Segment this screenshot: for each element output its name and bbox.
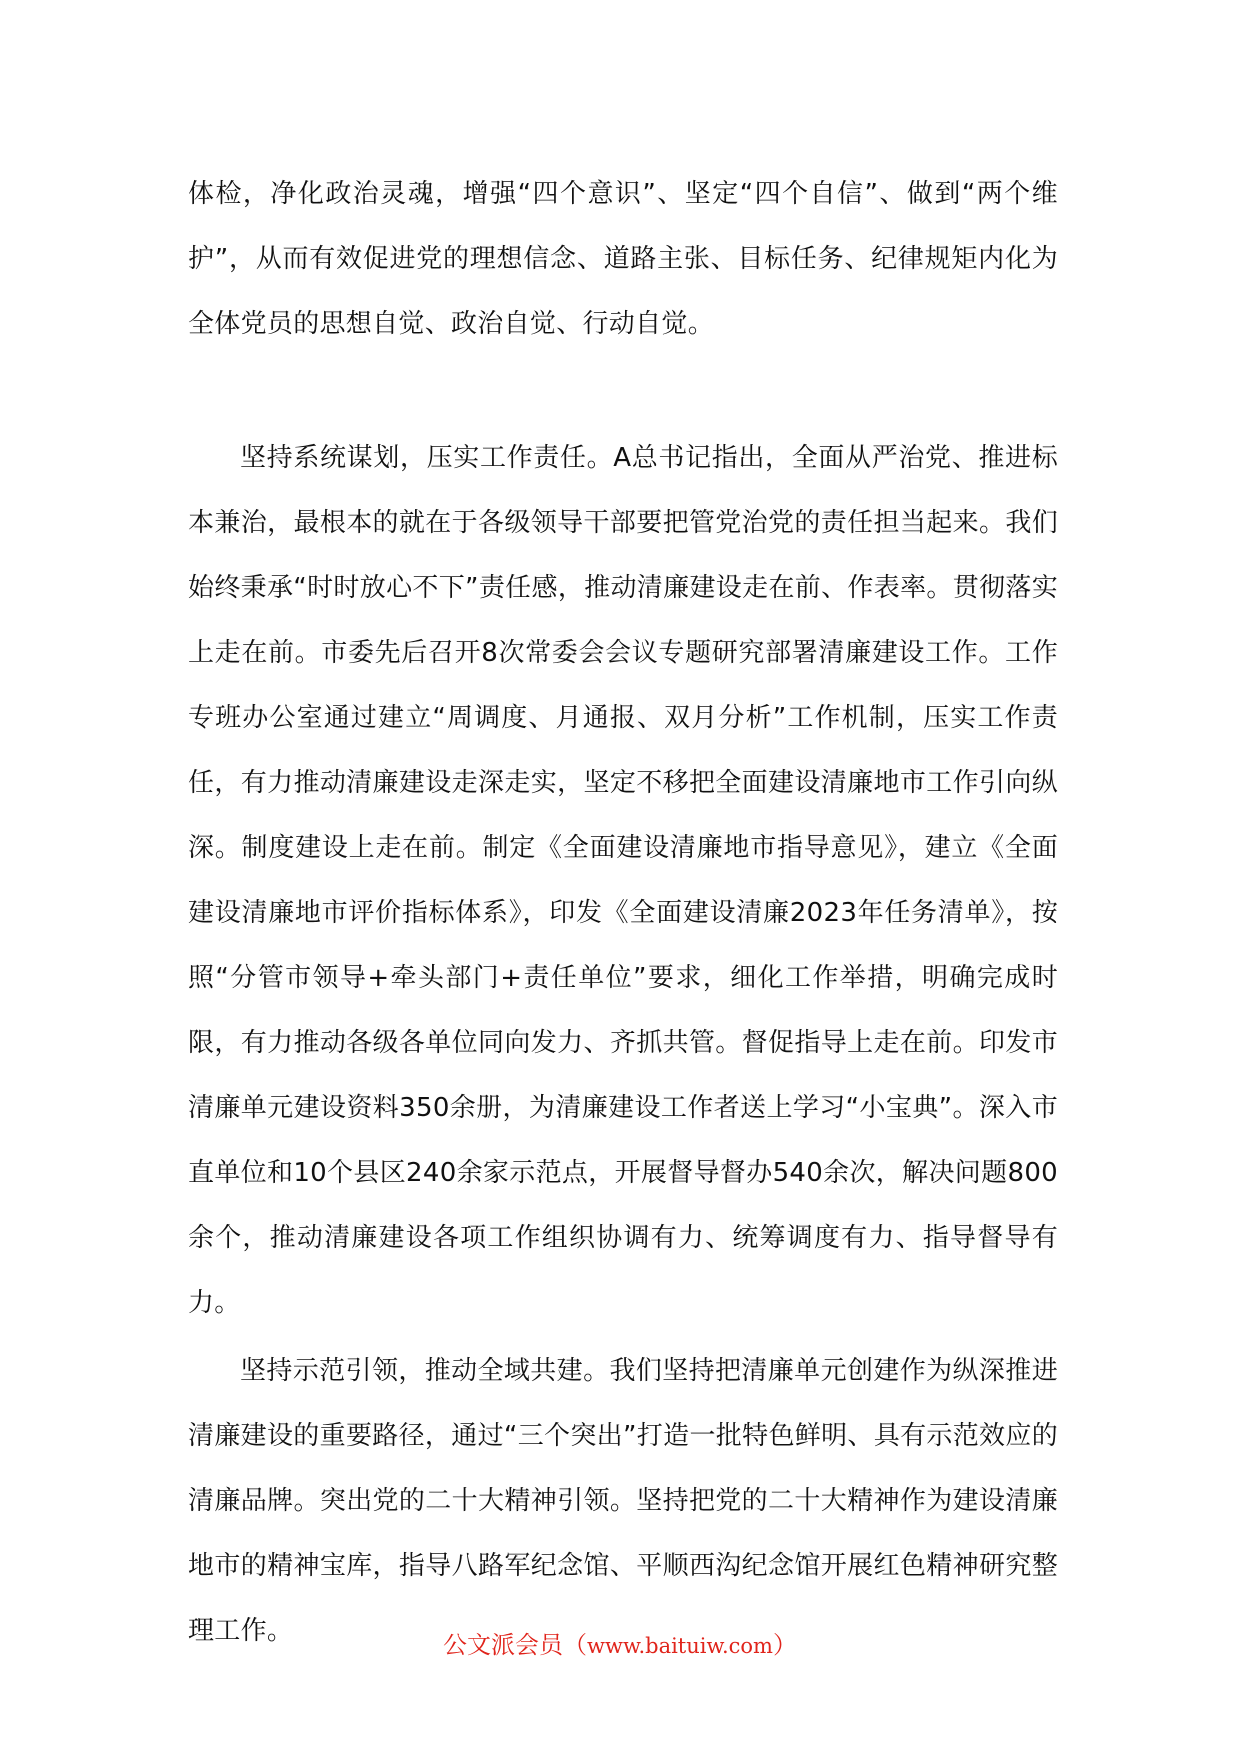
footer-close: ） <box>772 1631 797 1659</box>
paragraph-continued: 体检，净化政治灵魂，增强“四个意识”、坚定“四个自信”、做到“两个维护”，从而有效促进党的理想信念、道路主张、目标任务、纪律规矩内化为全体党员的思想自觉、政治自觉、行动自觉。 <box>188 179 1058 339</box>
watermark-footer <box>0 1627 1240 1664</box>
footer-label: 公文派会员（ <box>443 1631 588 1659</box>
footer-url: www.baituiw.com <box>587 1634 773 1658</box>
paragraph-system-planning: 坚持系统谋划，压实工作责任。A总书记指出，全面从严治党、推进标本兼治，最根本的就在于各级领导干部要把管党治党的责任担当起来。我们始终秉承“时时放心不下”责任感，推动清廉建设走在前、作表率。贯彻落实上走在前。市委先后召开8次常委会会议专题研究部署清廉建设工作。工作专班办公室通过建立“周调度、月通报、双月分析”工作机制，压实工作责任，有力推动清廉建设走深走实，坚定不移把全面建设清廉地市工作引向纵深。制度建设上走在前。制定《全面建设清廉地市指导意见》，建立《全面建设清廉地市评价指标体系》，印发《全面建设清廉2023年任务清单》，按照“分管市领导+牵头部门+责任单位”要求，细化工作举措，明确完成时限，有力推动各级各单位同向发力、齐抓共管。督促指导上走在前。印发市清廉单元建设资料350余册，为清廉建设工作者送上学习“小宝典”。深入市直单位和10个县区240余家示范点，开展督导督办540余次，解决问题800余个，推动清廉建设各项工作组织协调有力、统筹调度有力、指导督导有力。 <box>188 443 1058 1318</box>
paragraph-demonstration: 坚持示范引领，推动全域共建。我们坚持把清廉单元创建作为纵深推进清廉建设的重要路径，通过“三个突出”打造一批特色鲜明、具有示范效应的清廉品牌。突出党的二十大精神引领。坚持把党的二十大精神作为建设清廉地市的精神宝库，指导八路军纪念馆、平顺西沟纪念馆开展红色精神研究整理工作。 <box>188 1356 1058 1646</box>
